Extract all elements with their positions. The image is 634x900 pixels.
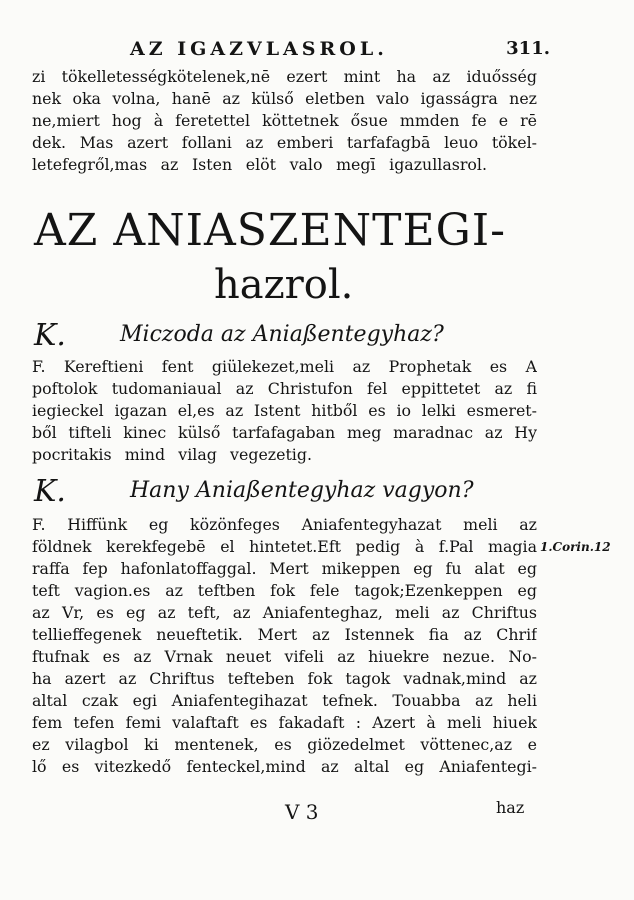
intro-line: zi tökelletességkötelenek,nē ezert mint ha az iduősség [32, 67, 537, 86]
answer-line: földnek kerekfegebē el hintetet.Eft pedig à f.Pal magia [32, 537, 537, 556]
answer-line: fem tefen femi valaftaft es fakadaft : Azert à meli hiuek [32, 713, 537, 732]
intro-line: nek oka volna, hanē az külső eletben valo igasságra nez [32, 89, 537, 108]
intro-line: ne,miert hog à feretettel köttetnek ősue mmden fe e rē [32, 111, 537, 130]
page-header [30, 38, 550, 64]
answer-line: teft vagion.es az teftben fok fele tagok;Ezenkeppen eg [32, 581, 537, 600]
intro-line: dek. Mas azert follani az emberi tarfafagbā leuo tökel- [32, 133, 537, 152]
answer-line: ha azert az Chriftus tefteben fok tagok vadnak,mind az [32, 669, 537, 688]
signature-mark: V 3 [285, 800, 319, 824]
answer-line: iegieckel igazan el,es az Istent hitből es io lelki esmeret- [32, 401, 537, 420]
question-heading: Hany Aniaßentegyhaz vagyon? [130, 478, 474, 503]
answer-line: ez vilagbol ki mentenek, es giözedelmet vöttenec,az e [32, 735, 537, 754]
answer-line: tellieffegenek neueftetik. Mert az Istennek fia az Chrif [32, 625, 537, 644]
answer-line: ftufnak es az Vrnak neuet vifeli az hiuekre nezue. No- [32, 647, 537, 666]
intro-line: letefegről,mas az Isten elöt valo megī igazullasrol. [32, 155, 487, 174]
answer-line: raffa fep hafonlatoffaggal. Mert mikeppen eg fu alat eg [32, 559, 537, 578]
answer-line: pocritakis mind vilag vegezetig. [32, 445, 312, 464]
margin-note: 1.Corin.12 [540, 540, 611, 554]
answer-line: poftolok tudomaniaual az Christufon fel eppittetet az fi [32, 379, 537, 398]
answer-line: F. Kereftieni fent giülekezet,meli az Prophetak es A [32, 357, 537, 376]
running-head: AZ IGAZVLASROL. [130, 38, 388, 60]
answer-line: altal czak egi Aniafentegihazat tefnek. Touabba az heli [32, 691, 537, 710]
section-title-line1: AZ ANIASZENTEGI- [34, 205, 506, 256]
answer-line: ből tifteli kinec külső tarfafagaban meg maradnac az Hy [32, 423, 537, 442]
question-marker: K. [34, 474, 66, 509]
answer-line: F. Hiffünk eg közönfeges Aniafentegyhazat meli az [32, 515, 537, 534]
answer-line: lő es vitezkedő fenteckel,mind az altal eg Aniafentegi- [32, 757, 537, 776]
question-marker: K. [34, 318, 66, 353]
catchword: haz [496, 798, 525, 817]
question-heading: Miczoda az Aniaßentegyhaz? [120, 322, 444, 347]
section-title-line2: hazrol. [214, 262, 354, 308]
answer-line: az Vr, es eg az teft, az Aniafenteghaz, meli az Chriftus [32, 603, 537, 622]
page-number: 311. [506, 38, 550, 59]
